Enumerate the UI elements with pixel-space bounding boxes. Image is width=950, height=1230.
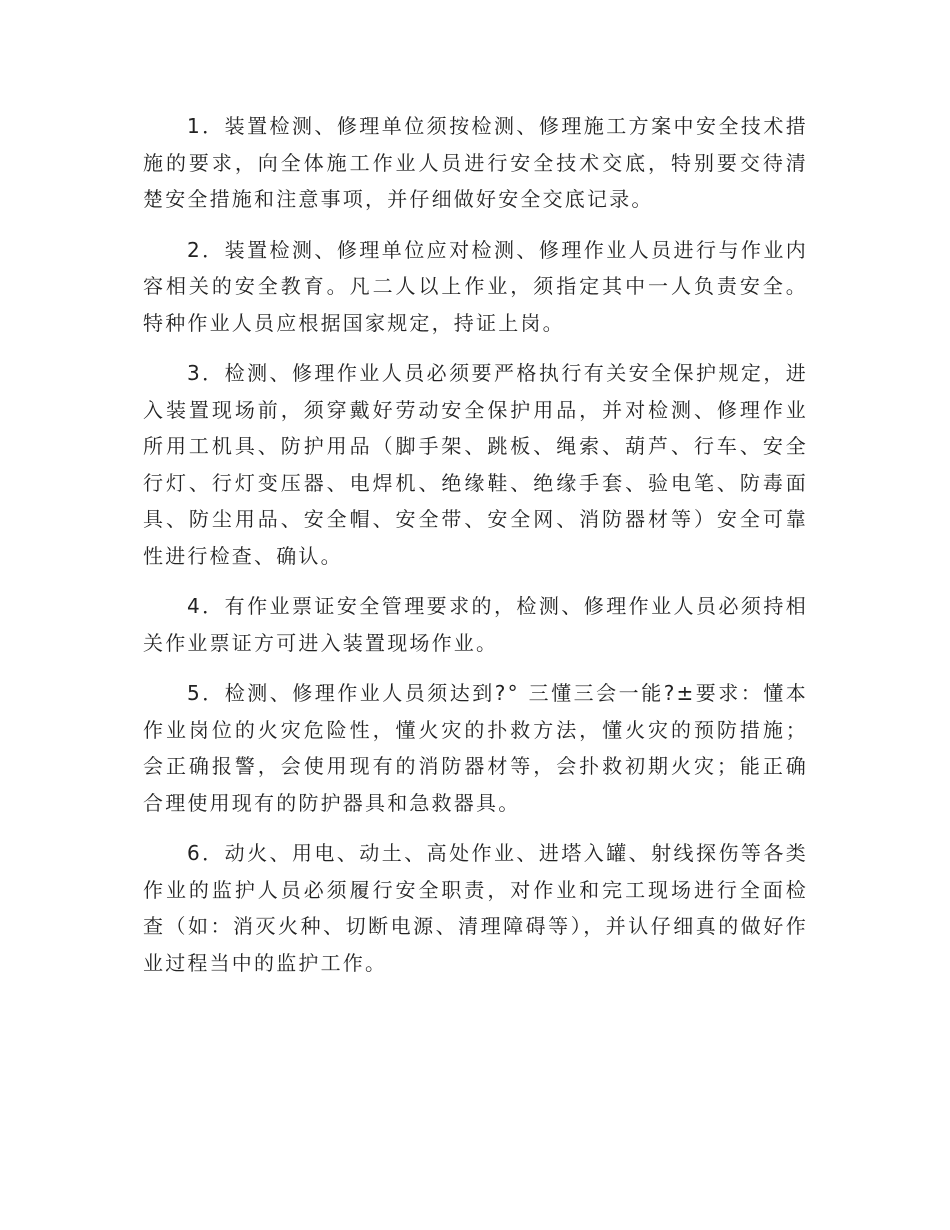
paragraph-3: 3．检测、修理作业人员必须要严格执行有关安全保护规定，进入装置现场前，须穿戴好劳动安全保护用品，并对检测、修理作业所用工机具、防护用品（脚手架、跳板、绳索、葫芦、行车、安全行灯、行灯变压器、电焊机、绝缘鞋、绝缘手套、验电笔、防毒面具、防尘用品、安全帽、安全带、安全网、消防器材等）安全可靠性进行检查、确认。 <box>143 361 808 568</box>
paragraph-5: 5．检测、修理作业人员须达到?° 三懂三会一能?±要求：懂本作业岗位的火灾危险性，懂火灾的扑救方法，懂火灾的预防措施；会正确报警，会使用现有的消防器材等，会扑救初期火灾；能正确合理使用现有的防护器具和急救器具。 <box>143 681 808 815</box>
paragraph-6: 6．动火、用电、动土、高处作业、进塔入罐、射线探伤等各类作业的监护人员必须履行安全职责，对作业和完工现场进行全面检查（如：消灭火种、切断电源、清理障碍等），并认仔细真的做好作业过程当中的监护工作。 <box>143 841 808 975</box>
document-body <box>143 108 808 995</box>
paragraph-2: 2．装置检测、修理单位应对检测、修理作业人员进行与作业内容相关的安全教育。凡二人以上作业，须指定其中一人负责安全。特种作业人员应根据国家规定，持证上岗。 <box>143 237 808 335</box>
paragraph-1: 1．装置检测、修理单位须按检测、修理施工方案中安全技术措施的要求，向全体施工作业人员进行安全技术交底，特别要交待清楚安全措施和注意事项，并仔细做好安全交底记录。 <box>143 114 808 211</box>
paragraph-4: 4．有作业票证安全管理要求的，检测、修理作业人员必须持相关作业票证方可进入装置现场作业。 <box>143 594 808 655</box>
